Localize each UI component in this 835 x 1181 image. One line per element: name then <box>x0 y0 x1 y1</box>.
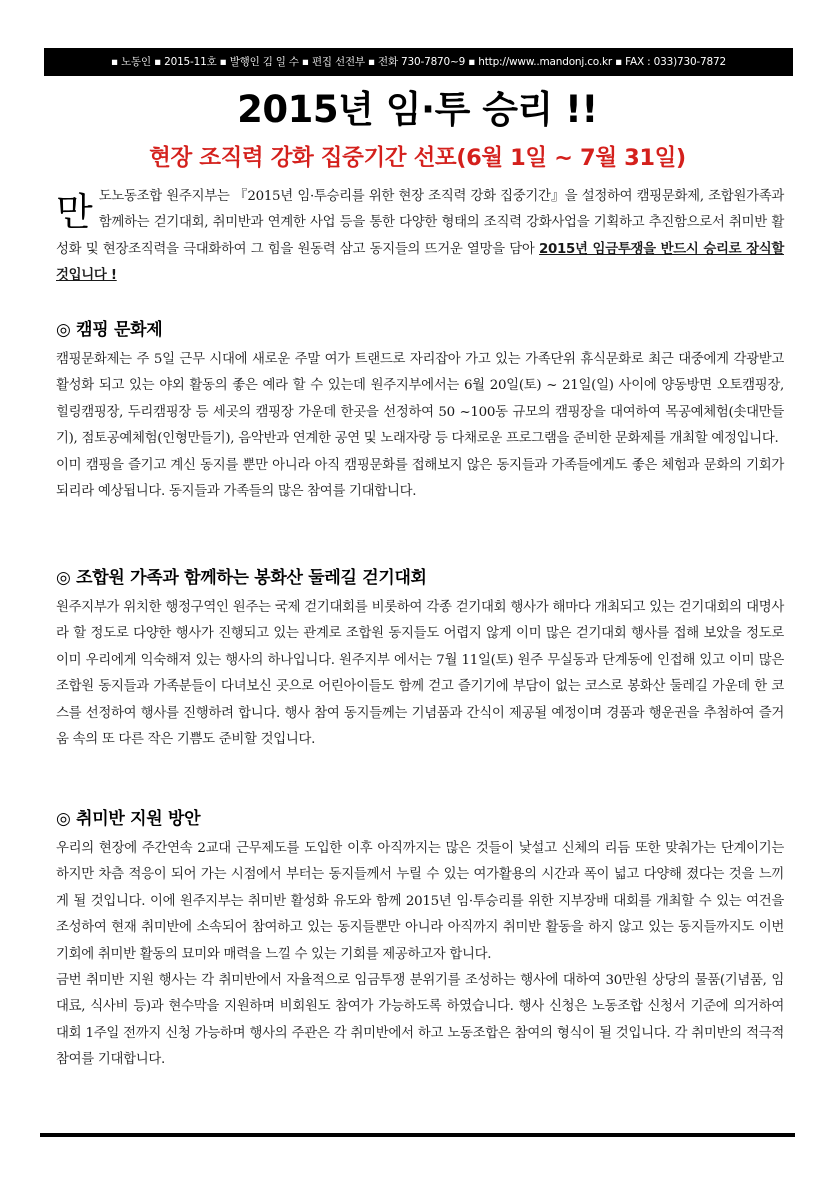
section-paragraph: 원주지부가 위치한 행정구역인 원주는 국제 걷기대회를 비롯하여 각종 걷기대회 행사가 해마다 개최되고 있는 걷기대회의 대명사라 할 정도로 다양한 행사가 진행되고 있는 관계로 조합원 동지들도 어렵지 않게 이미 많은 걷기대회 행사를 접해 보았을 정도로 이미 우리에게 익숙해져 있는 행사의 하나입니다. 원주지부 에서는 7월 11일(토) 원주 무실동과 단계동에 인접해 있고 이미 많은 조합원 동지들과 가족분들이 다녀보신 곳으로 어린아이들도 함께 걷고 즐기기에 부담이 없는 코스로 봉화산 둘레길 가운데 한 코스를 선정하여 행사를 진행하려 합니다. 행사 참여 동지들께는 기념품과 간식이 제공될 예정이며 경품과 행운권을 추첨하여 즐거움 속의 또 다른 작은 기쁨도 준비할 것입니다. <box>56 600 784 748</box>
bottom-divider <box>40 1133 795 1137</box>
section-paragraph: 우리의 현장에 주간연속 2교대 근무제도를 도입한 이후 아직까지는 많은 것들이 낯설고 신체의 리듬 또한 맞춰가는 단계이기는 하지만 차츰 적응이 되어 가는 시점에서 부터는 동지들께서 누릴 수 있는 여가활용의 시간과 폭이 넓고 다양해 졌다는 것을 느끼게 될 것입니다. 이에 원주지부는 취미반 활성화 유도와 함께 2015년 임·투승리를 위한 지부장배 대회를 개최할 수 있는 여건을 조성하여 현재 취미반에 소속되어 참여하고 있는 동지들뿐만 아니라 아직까지 취미반 활동을 하지 않고 있는 동지들까지도 이번 기회에 취미반 활동의 묘미와 매력을 느낄 수 있는 기회를 제공하고자 합니다. <box>56 841 784 962</box>
intro-emphasis: 2015년 임금투쟁을 반드시 승리로 장식할 것입니다 ! <box>56 241 784 284</box>
intro-text: 도노동조합 원주지부는 『2015년 임·투승리를 위한 현장 조직력 강화 집중기간』을 설정하여 캠핑문화제, 조합원가족과 함께하는 걷기대회, 취미반과 연계한 사업 등을 통한 다양한 형태의 조직력 강화사업을 기획하고 추진함으로서 취미반 활성화 및 현장조직력을 극대화하여 그 힘을 원동력 삼고 동지들의 뜨거운 열망을 담아 <box>56 189 784 257</box>
masthead-text: ▪ 노동인 ▪ 2015-11호 ▪ 발행인 김 일 수 ▪ 편집 선전부 ▪ 전화 730-7870~9 ▪ http://www..mandonj.co.kr ▪ FAX : 033)730-7872 <box>111 56 726 68</box>
section-paragraph: 금번 취미반 지원 행사는 각 취미반에서 자율적으로 임금투쟁 분위기를 조성하는 행사에 대하여 30만원 상당의 물품(기념품, 임대료, 식사비 등)과 현수막을 지원하며 비회원도 참여가 가능하도록 하였습니다. 행사 신청은 노동조합 신청서 기준에 의거하여 대회 1주일 전까지 신청 가능하며 행사의 주관은 각 취미반에서 하고 노동조합은 참여의 형식이 될 것입니다. 각 취미반의 적극적 참여를 기대합니다. <box>56 973 784 1068</box>
page-title: 2015년 임·투 승리 !! <box>237 88 598 131</box>
page-subtitle: 현장 조직력 강화 집중기간 선포(6월 1일 ~ 7월 31일) <box>149 145 686 171</box>
section-paragraph: 이미 캠핑을 즐기고 계신 동지를 뿐만 아니라 아직 캠핑문화를 접해보지 않은 동지들과 가족들에게도 좋은 체험과 문화의 기회가 되리라 예상됩니다. 동지들과 가족들의 많은 참여를 기대합니다. <box>56 457 784 500</box>
section-hobby <box>56 804 784 1074</box>
section-walking <box>56 563 784 753</box>
intro-dropcap: 만 <box>56 190 93 234</box>
section-heading-hobby: ◎ 취미반 지원 방안 <box>56 809 201 829</box>
masthead-bar <box>44 48 793 76</box>
intro-paragraph <box>56 184 784 290</box>
section-heading-walking: ◎ 조합원 가족과 함께하는 봉화산 둘레길 걷기대회 <box>56 568 427 588</box>
intro-block <box>56 184 784 290</box>
section-camping <box>56 315 784 505</box>
section-heading-camping: ◎ 캠핑 문화제 <box>56 320 163 340</box>
section-paragraph: 캠핑문화제는 주 5일 근무 시대에 새로운 주말 여가 트랜드로 자리잡아 가고 있는 가족단위 휴식문화로 최근 대중에게 각광받고 활성화 되고 있는 야외 활동의 좋은 예라 할 수 있는데 원주지부에서는 6월 20일(토) ~ 21일(일) 사이에 양동방면 오토캠핑장, 힐링캠핑장, 두리캠핑장 등 세곳의 캠핑장 가운데 한곳을 선정하여 50 ~100동 규모의 캠핑장을 대여하여 목공예체험(솟대만들기), 점토공예체험(인형만들기), 음악반과 연계한 공연 및 노래자랑 등 다채로운 프로그램을 준비한 문화제를 개최할 예정입니다. <box>56 352 784 447</box>
